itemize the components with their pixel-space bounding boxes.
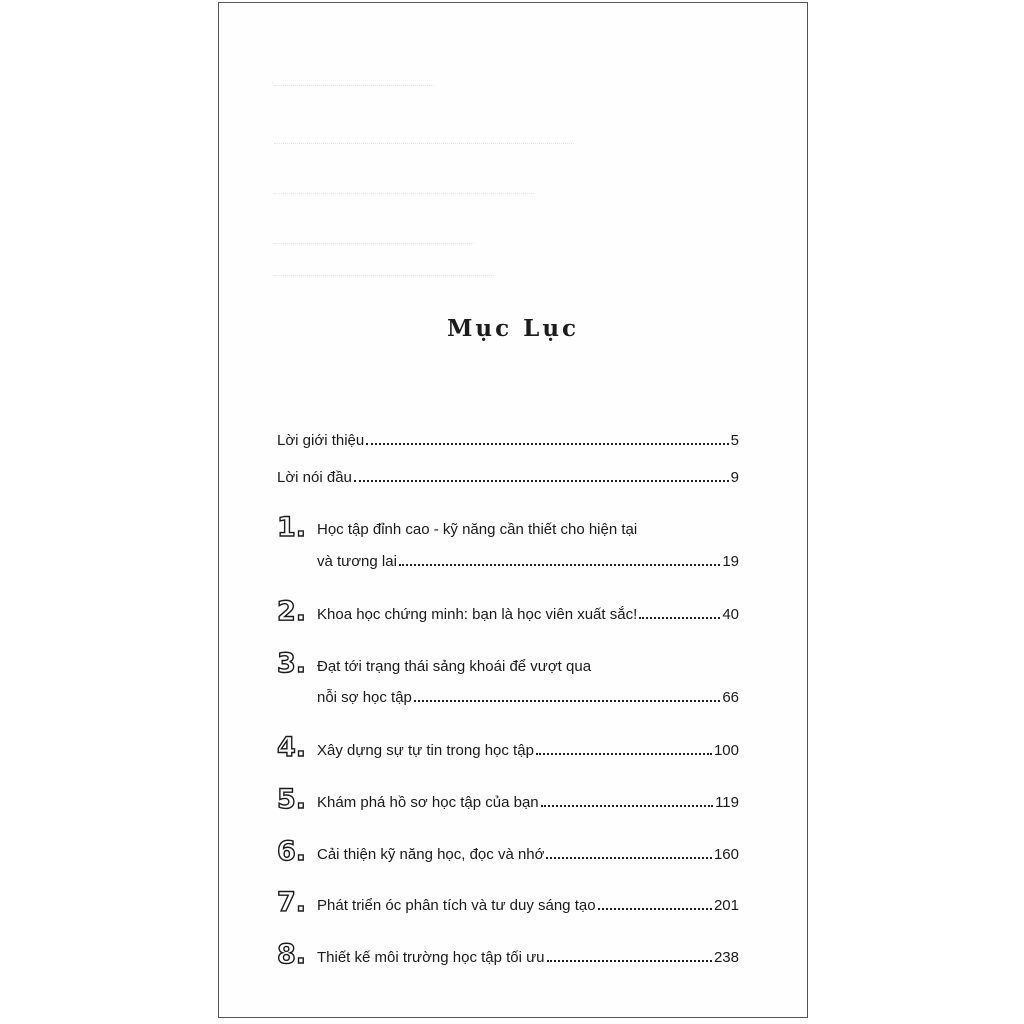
toc-entry-label-cont: nỗi sợ học tập [317,689,412,706]
leader-dots [414,700,720,702]
chapter-number: 3. [277,648,307,679]
toc-entry-page: 100 [713,742,739,759]
show-through-line [274,85,434,96]
page-title: Mục Lục [446,315,580,342]
leader-dots [546,857,711,859]
toc-entry-label: Học tập đỉnh cao - kỹ năng cần thiết cho hiện tại [317,521,638,538]
toc-entry-chapter-2[interactable] [317,605,739,625]
toc-entry-page: 40 [722,606,739,623]
leader-dots [354,480,729,482]
toc-entry-chapter-1-cont[interactable] [317,552,739,572]
toc-entry-page: 160 [713,846,739,863]
chapter-number: 6. [277,836,307,867]
toc-entry-page: 9 [730,469,739,486]
chapter-number: 1. [277,512,307,543]
leader-dots [399,564,720,566]
toc-entry-label: Lời giới thiệu [277,432,365,449]
chapter-number: 2. [277,596,307,627]
toc-entry-chapter-3[interactable] [317,657,739,677]
toc-entry-page: 201 [713,897,739,914]
toc-entry-chapter-6[interactable] [317,845,739,865]
toc-entry-chapter-4[interactable] [317,741,739,761]
chapter-number: 5. [277,784,307,815]
toc-entry-page: 66 [722,689,739,706]
toc-entry-page: 238 [713,949,739,966]
toc-entry-page: 5 [730,432,739,449]
leader-dots [536,753,712,755]
toc-entry-page: 19 [722,553,739,570]
toc-entry-chapter-8[interactable] [317,948,739,968]
leader-dots [639,617,720,619]
leader-dots [366,443,728,445]
toc-entry-label: Đạt tới trạng thái sảng khoái để vượt qua [317,658,592,675]
toc-entry-label: Khám phá hồ sơ học tập của bạn [317,794,539,811]
chapter-number: 8. [277,939,307,970]
toc-entry-label-cont: và tương lai [317,553,397,570]
toc-entry-label: Xây dựng sự tự tin trong học tập [317,742,534,759]
show-through-line [274,143,574,154]
show-through-line [274,193,534,204]
toc-entry-chapter-7[interactable] [317,896,739,916]
toc-entry-preface[interactable] [277,468,739,488]
toc-entry-chapter-1[interactable] [317,520,739,540]
leader-dots [547,960,712,962]
leader-dots [598,908,712,910]
show-through-line [274,275,494,286]
chapter-number: 4. [277,732,307,763]
toc-entry-label: Phát triển óc phân tích và tư duy sáng tạo [317,897,596,914]
chapter-number: 7. [277,887,307,918]
book-page [218,2,808,1018]
toc-entry-label: Khoa học chứng minh: bạn là học viên xuất sắc! [317,606,638,623]
toc-entry-chapter-5[interactable] [317,793,739,813]
leader-dots [541,805,713,807]
toc-entry-page: 119 [715,794,739,811]
toc-entry-label: Thiết kế môi trường học tập tối ưu [317,949,545,966]
toc-entry-intro[interactable] [277,431,739,451]
toc-entry-label: Lời nói đầu [277,469,352,486]
toc-entry-chapter-3-cont[interactable] [317,688,739,708]
toc-entry-label: Cải thiện kỹ năng học, đọc và nhớ [317,846,545,863]
show-through-line [274,243,474,254]
